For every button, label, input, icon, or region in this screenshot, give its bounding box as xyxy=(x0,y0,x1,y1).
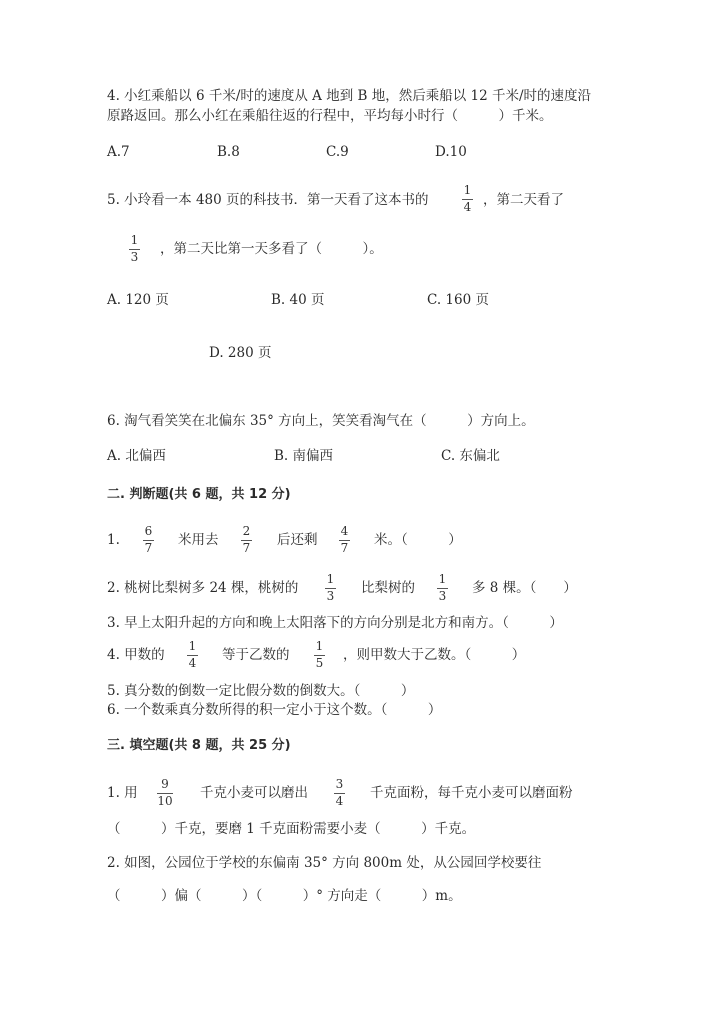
fraction-numerator: 1 xyxy=(463,183,472,197)
fraction-numerator: 1 xyxy=(130,233,139,247)
fraction-numerator: 1 xyxy=(326,572,335,586)
judge-4-text-2: 等于乙数的 xyxy=(222,647,290,663)
judge-2-fraction-b xyxy=(437,573,448,603)
q4-option-b: B.8 xyxy=(217,144,240,160)
judge-2-text-1: 2. 桃树比梨树多 24 棵，桃树的 xyxy=(107,580,299,596)
judge-4-text-1: 4. 甲数的 xyxy=(107,647,165,663)
fill-1-text-3: 千克面粉，每千克小麦可以磨面粉 xyxy=(370,785,573,801)
q4-option-c: C.9 xyxy=(326,144,349,160)
judge-1-fraction-6-7 xyxy=(143,525,154,555)
q4-line-1: 4. 小红乘船以 6 千米/时的速度从 A 地到 B 地，然后乘船以 12 千米/时的速度沿 xyxy=(107,88,592,104)
fraction-numerator: 4 xyxy=(340,524,349,538)
judge-1-text-1: 米用去 xyxy=(178,532,219,548)
fill-1-text-2: 千克小麦可以磨出 xyxy=(200,785,308,801)
fraction-numerator: 2 xyxy=(242,524,251,538)
q6-line: 6. 淘气看笑笑在北偏东 35° 方向上，笑笑看淘气在（ ）方向上。 xyxy=(107,413,535,429)
judge-1-text-2: 后还剩 xyxy=(277,532,318,548)
fraction-denominator: 10 xyxy=(157,794,173,808)
q5-option-a: A. 120 页 xyxy=(107,292,169,308)
q5-line-1-tail: ，第二天看了 xyxy=(483,192,564,208)
fill-1-line-2: （ ）千克，要磨 1 千克面粉需要小麦（ ）千克。 xyxy=(107,821,476,837)
fill-2-line-2: （ ）偏（ ）（ ）° 方向走（ ）m。 xyxy=(107,888,462,904)
fraction-denominator: 5 xyxy=(315,656,324,670)
section-3-title: 三. 填空题(共 8 题，共 25 分) xyxy=(107,738,291,753)
judge-6: 6. 一个数乘真分数所得的积一定小于这个数。（ ） xyxy=(107,702,442,718)
fraction-denominator: 3 xyxy=(326,589,335,603)
q4-option-a: A.7 xyxy=(107,144,130,160)
judge-2-text-3: 多 8 棵。（ ） xyxy=(472,580,577,596)
fraction-denominator: 7 xyxy=(340,541,349,555)
q5-fraction-one-quarter xyxy=(462,184,473,214)
fraction-numerator: 1 xyxy=(315,639,324,653)
judge-2-fraction-a xyxy=(325,573,336,603)
fraction-denominator: 7 xyxy=(144,541,153,555)
fraction-numerator: 9 xyxy=(161,777,169,791)
fraction-denominator: 4 xyxy=(463,200,472,214)
judge-1-prefix: 1. xyxy=(107,532,120,548)
fill-1-fraction-3-4 xyxy=(334,778,345,808)
fraction-numerator: 3 xyxy=(335,777,344,791)
judge-3: 3. 早上太阳升起的方向和晚上太阳落下的方向分别是北方和南方。（ ） xyxy=(107,615,563,631)
fraction-denominator: 3 xyxy=(438,589,447,603)
q4-line-2: 原路返回。那么小红在乘船往返的行程中，平均每小时行（ ）千米。 xyxy=(107,108,553,124)
q5-line-1: 5. 小玲看一本 480 页的科技书．第一天看了这本书的 xyxy=(107,192,429,208)
q5-fraction-one-third xyxy=(129,234,140,264)
judge-5: 5. 真分数的倒数一定比假分数的倒数大。（ ） xyxy=(107,683,415,699)
fill-2-line-1: 2. 如图，公园位于学校的东偏南 35° 方向 800m 处，从公园回学校要往 xyxy=(107,855,542,871)
q6-option-c: C. 东偏北 xyxy=(441,448,500,464)
judge-1-fraction-2-7 xyxy=(241,525,252,555)
judge-2-text-2: 比梨树的 xyxy=(361,580,415,596)
fraction-numerator: 1 xyxy=(188,639,197,653)
section-2-title: 二. 判断题(共 6 题，共 12 分) xyxy=(107,487,291,502)
fill-1-text-1: 1. 用 xyxy=(107,785,138,801)
fraction-numerator: 1 xyxy=(438,572,447,586)
q5-option-c: C. 160 页 xyxy=(427,292,489,308)
judge-1-fraction-4-7 xyxy=(339,525,350,555)
fraction-denominator: 7 xyxy=(242,541,251,555)
judge-4-fraction-1-4 xyxy=(187,640,198,670)
q4-option-d: D.10 xyxy=(435,144,467,160)
q6-option-a: A. 北偏西 xyxy=(107,448,166,464)
judge-4-fraction-1-5 xyxy=(314,640,325,670)
judge-4-text-3: ，则甲数大于乙数。（ ） xyxy=(343,647,526,663)
q5-line-2: ，第二天比第一天多看了（ ）。 xyxy=(160,241,383,257)
fraction-numerator: 6 xyxy=(144,524,153,538)
q5-option-b: B. 40 页 xyxy=(271,292,325,308)
q5-option-d: D. 280 页 xyxy=(209,345,272,361)
fill-1-fraction-9-10 xyxy=(157,778,173,808)
q6-option-b: B. 南偏西 xyxy=(274,448,334,464)
judge-1-text-3: 米。（ ） xyxy=(374,532,462,548)
fraction-denominator: 4 xyxy=(188,656,197,670)
fraction-denominator: 3 xyxy=(130,250,139,264)
fraction-denominator: 4 xyxy=(335,794,344,808)
